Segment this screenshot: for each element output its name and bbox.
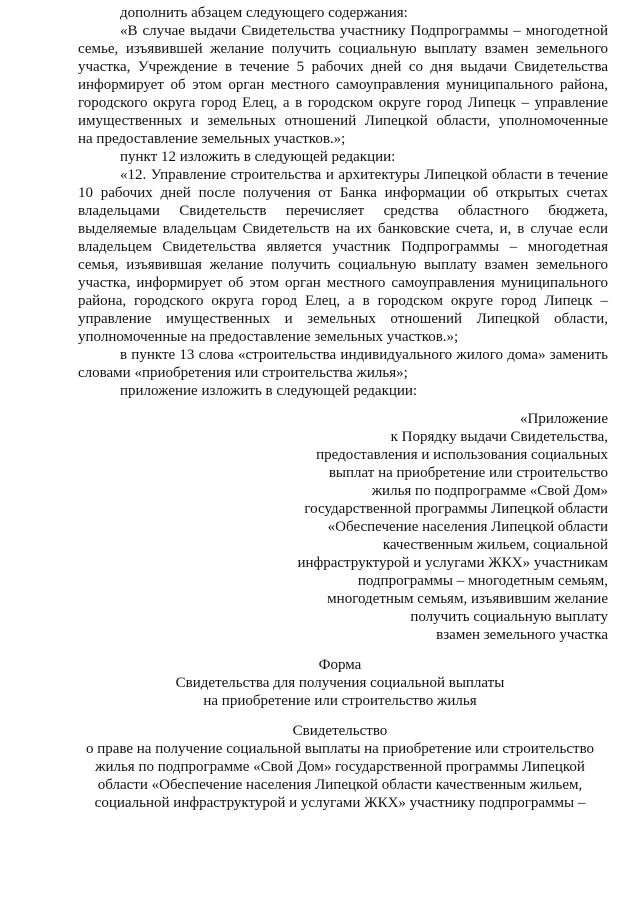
body-line: словами «приобретения или строительства жилья»;	[78, 365, 408, 381]
body-line: городского округа город Елец, а в городском округе город Липецк – управление	[78, 95, 608, 111]
appendix-header-line: многодетным семьям, изъявившим желание	[327, 591, 608, 607]
form-title-line: Свидетельства для получения социальной выплаты	[175, 675, 505, 691]
body-line: на предоставление земельных участков.»;	[78, 131, 346, 147]
certificate-title-line: области «Обеспечение населения Липецкой области качественным жильем,	[97, 777, 583, 793]
certificate-title-line: жилья по подпрограмме «Свой Дом» государственной программы Липецкой	[95, 759, 585, 775]
appendix-header-line: инфраструктурой и услугами ЖКХ» участникам	[297, 555, 608, 571]
appendix-header-line: «Обеспечение населения Липецкой области	[327, 519, 608, 535]
body-line: выделяемые владельцам Свидетельств на их банковские счета, и, в случае если	[78, 221, 608, 237]
appendix-header-line: государственной программы Липецкой области	[304, 501, 608, 517]
body-line: управление имущественных и земельных отношений Липецкой области,	[78, 311, 608, 327]
body-line: 10 рабочих дней после получения от Банка информации об открытых счетах	[78, 185, 608, 201]
body-line: приложение изложить в следующей редакции:	[120, 383, 418, 399]
body-line: района, городского округа город Елец, а в городском округе город Липецк –	[78, 293, 608, 309]
body-line: уполномоченные на предоставление земельных участков.»;	[78, 329, 459, 345]
appendix-header-line: предоставления и использования социальных	[316, 447, 608, 463]
certificate-title-line: Свидетельство	[292, 723, 388, 739]
body-line: «12. Управление строительства и архитектуры Липецкой области в течение	[120, 167, 608, 183]
appendix-header-line: жилья по подпрограмме «Свой Дом»	[371, 483, 608, 499]
appendix-header-line: получить социальную выплату	[410, 609, 608, 625]
certificate-title-line: о праве на получение социальной выплаты на приобретение или строительство	[85, 741, 595, 757]
body-line: владельцем Свидетельства является участник Подпрограммы – многодетная	[78, 239, 608, 255]
body-line: имущественных и земельных отношений Липецкой области, уполномоченные	[78, 113, 608, 129]
appendix-header-line: «Приложение	[519, 411, 608, 427]
appendix-header-line: к Порядку выдачи Свидетельства,	[390, 429, 608, 445]
form-title-line: Форма	[318, 657, 362, 673]
body-line: в пункте 13 слова «строительства индивидуального жилого дома» заменить	[120, 347, 608, 363]
body-line: владельцами Свидетельств перечисляет средства областного бюджета,	[78, 203, 608, 219]
certificate-title-line: социальной инфраструктурой и услугами ЖКХ» участнику подпрограммы –	[94, 795, 586, 811]
body-line: участка, информирует об этом орган местного самоуправления муниципального	[78, 275, 608, 291]
form-title-line: на приобретение или строительство жилья	[203, 693, 477, 709]
appendix-header-line: подпрограммы – многодетным семьям,	[357, 573, 608, 589]
body-line: информирует об этом орган местного самоуправления муниципального района,	[78, 77, 608, 93]
body-line: участка, Учреждение в течение 5 рабочих дней со дня выдачи Свидетельства	[78, 59, 608, 75]
body-line: семье, изъявившей желание получить социальную выплату взамен земельного	[78, 41, 608, 57]
appendix-header-line: взамен земельного участка	[436, 627, 608, 643]
body-line: дополнить абзацем следующего содержания:	[120, 5, 408, 21]
body-line: семья, изъявившая желание получить социальную выплату взамен земельного	[78, 257, 608, 273]
body-line: пункт 12 изложить в следующей редакции:	[120, 149, 396, 165]
body-line: «В случае выдачи Свидетельства участнику Подпрограммы – многодетной	[120, 23, 608, 39]
appendix-header-line: качественным жильем, социальной	[382, 537, 608, 553]
appendix-header-line: выплат на приобретение или строительство	[328, 465, 608, 481]
